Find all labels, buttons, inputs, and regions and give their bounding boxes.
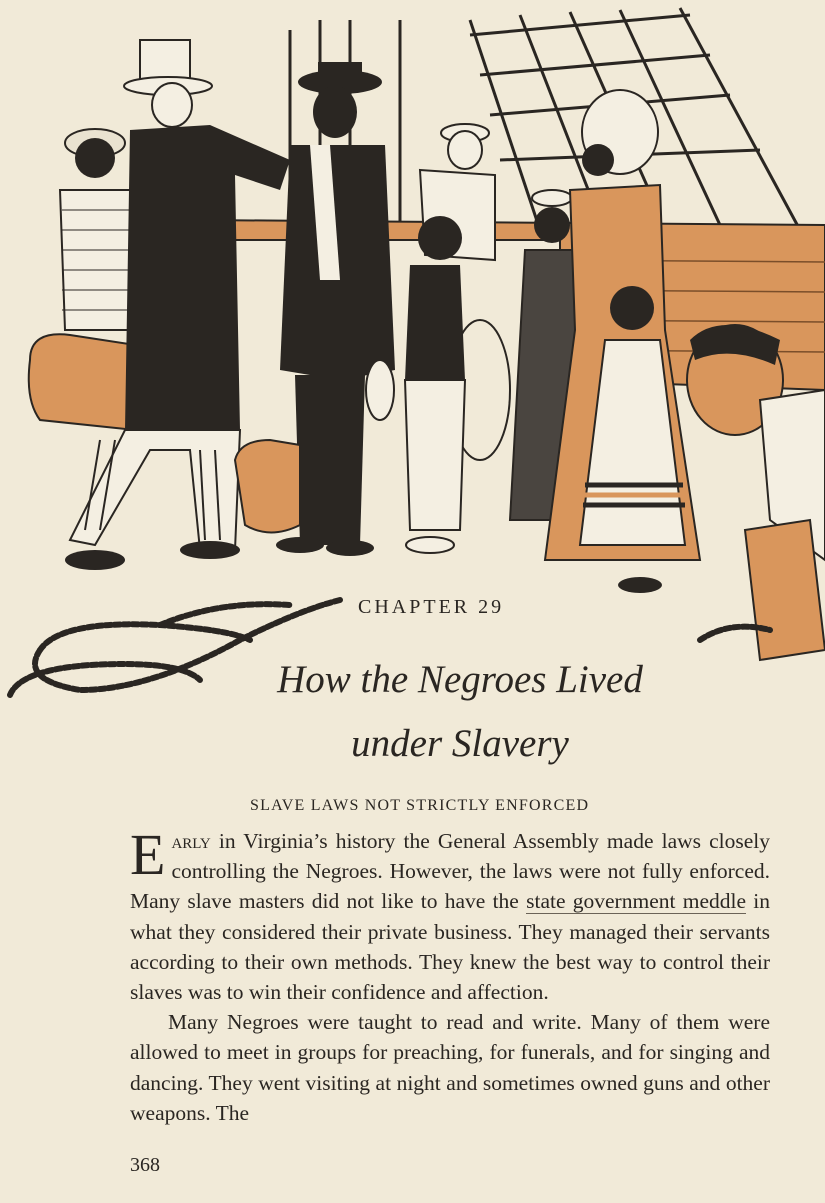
- section-heading: SLAVE LAWS NOT STRICTLY ENFORCED: [250, 797, 590, 814]
- paragraph-1-text-a: in Virginia’s history the General Assembly made laws closely controlling the Negroes. However, the laws were not fully enforced. Many slave masters did not like to have the: [130, 829, 770, 914]
- paragraph-1-text-b: in what they considered their private business. They managed their servants according to their own methods. They knew the best way to control their slaves was to win their confidence and affection.: [130, 889, 770, 1005]
- body-text: [130, 822, 770, 1128]
- underlined-phrase: state government meddle: [526, 889, 747, 914]
- figure-man-dark-suit: [235, 62, 395, 556]
- drop-cap: E: [130, 822, 166, 887]
- chapter-label: CHAPTER 29: [358, 596, 505, 618]
- chapter-title-line1: How the Negroes Lived: [277, 658, 643, 701]
- page-number: 368: [130, 1154, 160, 1176]
- paragraph-2: Many Negroes were taught to read and write. Many of them were allowed to meet in groups for preaching, for funerals, and for singing and dancing. They went visiting at night and sometimes owned guns and other weapons. The: [130, 1010, 770, 1125]
- chapter-title-line2: under Slavery: [351, 722, 569, 765]
- figure-left-man: [29, 129, 135, 430]
- paragraph-1-smallcaps: arly: [171, 829, 211, 853]
- paragraph-1: [130, 822, 770, 1007]
- chapter-title: [180, 648, 740, 776]
